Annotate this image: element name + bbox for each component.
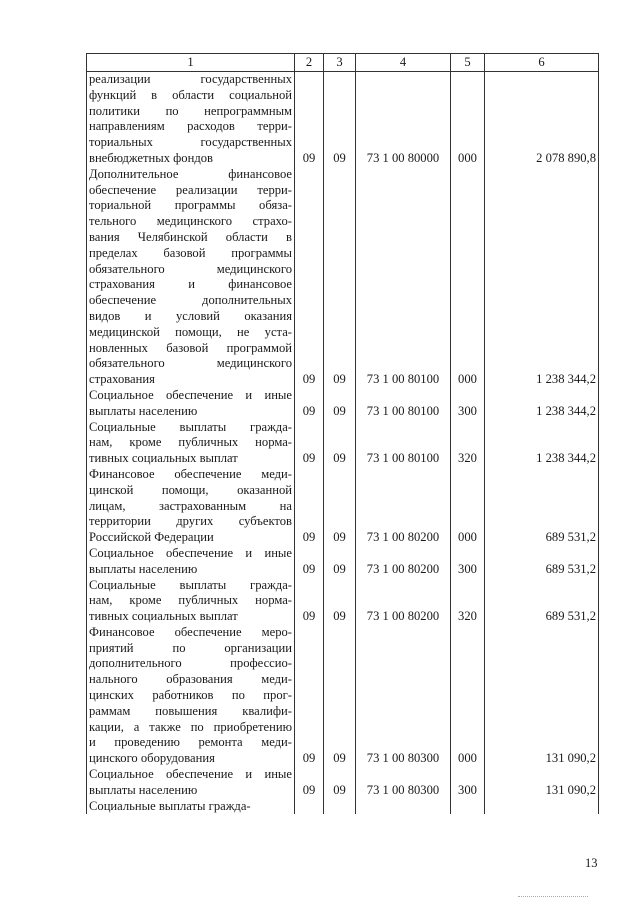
row-description [87,625,295,767]
budget-table [86,53,599,814]
row-subsection-code: 09 [324,578,356,625]
row-target-article: 73 1 00 80100 [356,388,451,420]
description-line: страхования и финансовое [89,277,292,292]
row-section-code: 09 [295,578,324,625]
row-expense-type: 320 [451,420,485,467]
description-line: нам, кроме публичных норма- [89,435,292,450]
row-description [87,767,295,799]
description-line: Социальные выплаты гражда- [89,419,292,434]
description-line: тельного медицинского страхо- [89,214,292,229]
header-col-3: 3 [324,54,356,72]
row-section-code: 09 [295,625,324,767]
row-target-article: 73 1 00 80100 [356,167,451,388]
description-line: политики по непрограммным [89,103,292,118]
description-line: новленных базовой программой [89,340,292,355]
row-expense-type: 300 [451,388,485,420]
row-section-code: 09 [295,167,324,388]
row-expense-type: 320 [451,578,485,625]
table-body [87,72,599,815]
description-line: пределах базовой программы [89,245,292,260]
description-line: функций в области социальной [89,87,292,102]
row-target-article: 73 1 00 80200 [356,578,451,625]
table-header-row [87,54,599,72]
row-section-code: 09 [295,388,324,420]
table-row [87,72,599,167]
row-target-article: 73 1 00 80100 [356,420,451,467]
table-row [87,767,599,799]
header-col-6: 6 [485,54,599,72]
description-line: Социальное обеспечение и иные [89,545,292,560]
row-subsection-code: 09 [324,167,356,388]
row-description [87,388,295,420]
description-line: обеспечение дополнительных [89,293,292,308]
row-amount: 2 078 890,8 [485,72,599,167]
row-section-code: 09 [295,546,324,578]
description-line: цинских работников по прог- [89,688,292,703]
row-subsection-code [324,799,356,815]
description-line: Социальное обеспечение и иные [89,767,292,782]
description-line: вания Челябинской области в [89,229,292,244]
row-target-article: 73 1 00 80300 [356,767,451,799]
description-line: выплаты населению [89,782,198,797]
description-line: Социальные выплаты гражда- [89,798,251,813]
row-expense-type: 300 [451,546,485,578]
row-subsection-code: 09 [324,467,356,546]
description-line: раммам повышения квалифи- [89,703,292,718]
row-target-article: 73 1 00 80200 [356,467,451,546]
description-line: нального образования меди- [89,672,292,687]
row-description [87,72,295,167]
table-row [87,420,599,467]
row-section-code: 09 [295,420,324,467]
row-amount: 689 531,2 [485,546,599,578]
description-line: обязательного медицинского [89,261,292,276]
row-amount: 1 238 344,2 [485,167,599,388]
row-expense-type: 000 [451,467,485,546]
description-line: ториальной программы обяза- [89,198,292,213]
row-description [87,546,295,578]
row-expense-type [451,799,485,815]
row-section-code: 09 [295,767,324,799]
table-row [87,799,599,815]
row-target-article [356,799,451,815]
row-target-article: 73 1 00 80000 [356,72,451,167]
page-number: 13 [585,856,598,870]
row-expense-type: 000 [451,625,485,767]
table-row [87,546,599,578]
row-expense-type: 000 [451,167,485,388]
description-line: нам, кроме публичных норма- [89,593,292,608]
table-row [87,167,599,388]
table-row [87,625,599,767]
table-row [87,388,599,420]
description-line: Социальные выплаты гражда- [89,577,292,592]
description-line: внебюджетных фондов [89,150,213,165]
row-target-article: 73 1 00 80200 [356,546,451,578]
description-line: Финансовое обеспечение меро- [89,624,292,639]
row-expense-type: 000 [451,72,485,167]
description-line: и проведению ремонта меди- [89,735,292,750]
description-line: тивных социальных выплат [89,451,238,466]
row-subsection-code: 09 [324,420,356,467]
row-expense-type: 300 [451,767,485,799]
description-line: цинского оборудования [89,751,215,766]
row-section-code: 09 [295,72,324,167]
row-subsection-code: 09 [324,767,356,799]
row-subsection-code: 09 [324,546,356,578]
description-line: страхования [89,372,155,387]
description-line: Социальное обеспечение и иные [89,387,292,402]
description-line: обеспечение реализации терри- [89,182,292,197]
header-col-4: 4 [356,54,451,72]
description-line: ториальных государственных [89,135,292,150]
row-subsection-code: 09 [324,388,356,420]
description-line: обязательного медицинского [89,356,292,371]
row-description [87,167,295,388]
description-line: Финансовое обеспечение меди- [89,466,292,481]
description-line: Российской Федерации [89,530,214,545]
header-col-5: 5 [451,54,485,72]
description-line: выплаты населению [89,403,198,418]
header-col-2: 2 [295,54,324,72]
description-line: кации, а также по приобретению [89,719,292,734]
scan-edge-mark [518,896,588,897]
row-description [87,799,295,815]
row-section-code [295,799,324,815]
table-row [87,578,599,625]
description-line: медицинской помощи, не уста- [89,324,292,339]
table-row [87,467,599,546]
description-line: видов и условий оказания [89,308,292,323]
row-subsection-code: 09 [324,72,356,167]
description-line: приятий по организации [89,640,292,655]
description-line: территории других субъектов [89,514,292,529]
row-amount: 1 238 344,2 [485,420,599,467]
row-amount: 131 090,2 [485,625,599,767]
row-amount: 689 531,2 [485,467,599,546]
description-line: выплаты населению [89,561,198,576]
row-amount: 1 238 344,2 [485,388,599,420]
header-col-1: 1 [87,54,295,72]
row-target-article: 73 1 00 80300 [356,625,451,767]
description-line: дополнительного профессио- [89,656,292,671]
description-line: реализации государственных [89,72,292,86]
row-description [87,420,295,467]
description-line: лицам, застрахованным на [89,498,292,513]
row-amount: 689 531,2 [485,578,599,625]
row-amount [485,799,599,815]
description-line: направлениям расходов терри- [89,119,292,134]
row-description [87,578,295,625]
description-line: цинской помощи, оказанной [89,482,292,497]
row-amount: 131 090,2 [485,767,599,799]
row-section-code: 09 [295,467,324,546]
description-line: Дополнительное финансовое [89,166,292,181]
description-line: тивных социальных выплат [89,609,238,624]
row-description [87,467,295,546]
row-subsection-code: 09 [324,625,356,767]
